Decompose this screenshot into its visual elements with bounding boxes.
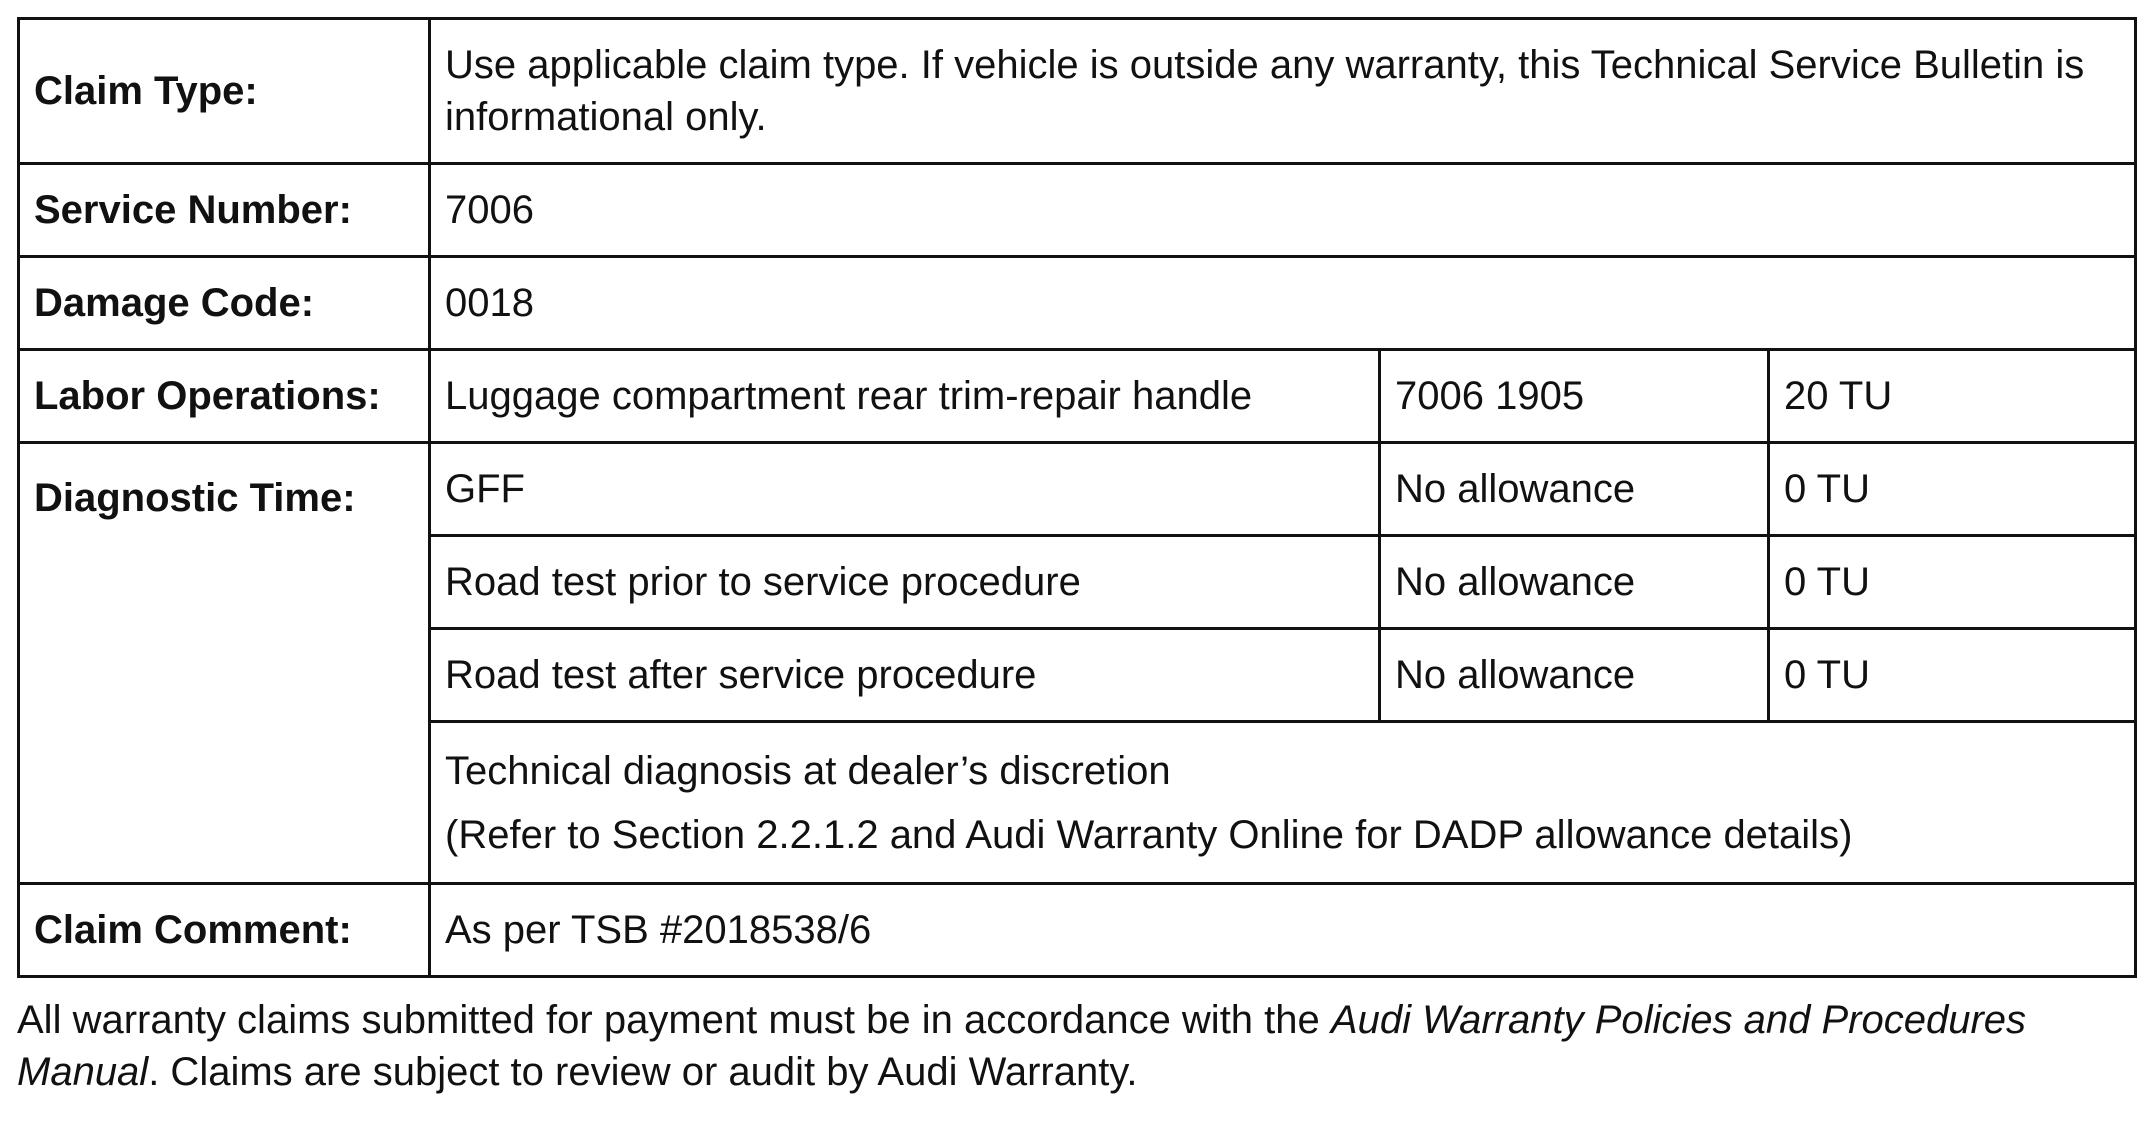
footer-text: All warranty claims submitted for payment must be in accordance with the	[17, 998, 1331, 1042]
claim-type-label: Claim Type:	[19, 19, 430, 164]
row-labor-operations	[19, 350, 2136, 443]
diagnostic-description: GFF	[430, 443, 1380, 536]
diagnostic-note-line: Technical diagnosis at dealer’s discretion	[445, 748, 1171, 793]
row-service-number	[19, 164, 2136, 257]
labor-operation-code: 7006 1905	[1380, 350, 1769, 443]
footer-manual-title: Audi Warranty Policies and Procedures Manual	[17, 998, 2027, 1094]
diagnostic-allowance: No allowance	[1380, 629, 1769, 722]
row-damage-code	[19, 257, 2136, 350]
labor-operation-time: 20 TU	[1769, 350, 2136, 443]
diagnostic-description: Road test after service procedure	[430, 629, 1380, 722]
diagnostic-note-reference: (Refer to Section 2.2.1.2 and Audi Warranty Online for DADP allowance details)	[445, 812, 1853, 857]
diagnostic-time-label: Diagnostic Time:	[19, 443, 430, 884]
diagnostic-note-cell	[430, 722, 2136, 884]
service-number-label: Service Number:	[19, 164, 430, 257]
row-diagnostic-gff	[19, 443, 2136, 536]
claim-comment-value: As per TSB #2018538/6	[430, 884, 2136, 977]
diagnostic-time-value: 0 TU	[1769, 629, 2136, 722]
warranty-footer-note	[17, 994, 2134, 1098]
diagnostic-time-value: 0 TU	[1769, 536, 2136, 629]
diagnostic-time-value: 0 TU	[1769, 443, 2136, 536]
row-claim-type	[19, 19, 2136, 164]
diagnostic-allowance: No allowance	[1380, 443, 1769, 536]
diagnostic-description: Road test prior to service procedure	[430, 536, 1380, 629]
damage-code-value: 0018	[430, 257, 2136, 350]
claim-type-value: Use applicable claim type. If vehicle is outside any warranty, this Technical Service Bulletin is informational only.	[430, 19, 2136, 164]
row-claim-comment	[19, 884, 2136, 977]
claim-comment-label: Claim Comment:	[19, 884, 430, 977]
labor-operations-label: Labor Operations:	[19, 350, 430, 443]
diagnostic-allowance: No allowance	[1380, 536, 1769, 629]
service-number-value: 7006	[430, 164, 2136, 257]
warranty-claim-table	[17, 17, 2137, 978]
footer-text-end: . Claims are subject to review or audit by Audi Warranty.	[148, 1050, 1138, 1094]
damage-code-label: Damage Code:	[19, 257, 430, 350]
labor-operation-description: Luggage compartment rear trim-repair handle	[430, 350, 1380, 443]
